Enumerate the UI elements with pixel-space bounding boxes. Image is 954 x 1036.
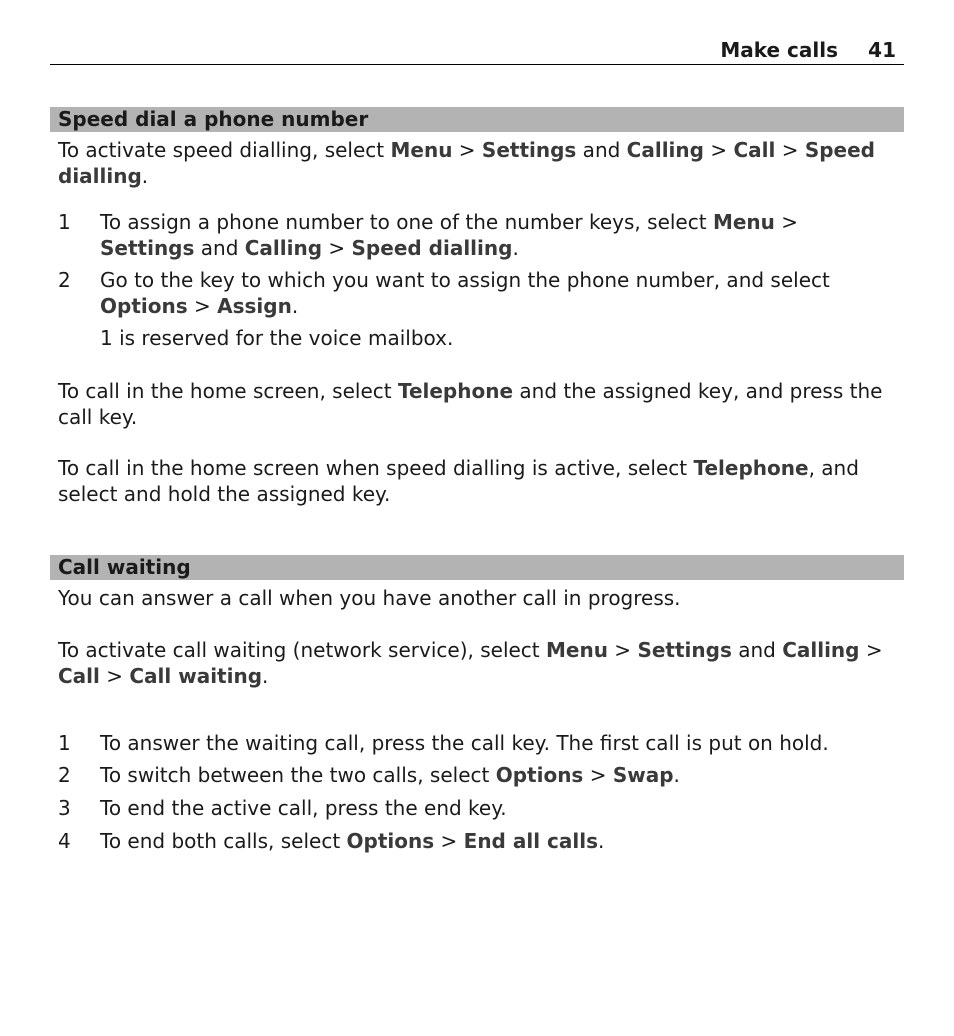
section-heading-bar — [50, 107, 904, 132]
list-item-text: To answer the waiting call, press the call key. The first call is put on hold. — [100, 731, 829, 755]
call-home-active-paragraph: To call in the home screen when speed dialling is active, select Telephone, and select and hold the assigned key. — [58, 456, 859, 506]
page-number: 41 — [868, 38, 896, 62]
list-item-text: To end both calls, select Options > End all calls. — [100, 829, 605, 853]
page-header — [50, 28, 904, 65]
section-title-speed-dial: Speed dial a phone number — [58, 107, 369, 131]
section-title-call-waiting: Call waiting — [58, 555, 191, 579]
chapter-title: Make calls — [720, 38, 838, 62]
voice-mailbox-note: 1 is reserved for the voice mailbox. — [100, 326, 454, 350]
section-heading-bar — [50, 555, 904, 580]
speed-dial-intro: To activate speed dialling, select Menu > Settings and Calling > Call > Speed dialling. — [58, 138, 875, 188]
list-item-text: Go to the key to which you want to assign the phone number, and select Options > Assign. — [100, 268, 830, 318]
list-item-text: To switch between the two calls, select Options > Swap. — [100, 763, 680, 787]
list-item-number: 1 — [58, 210, 71, 234]
list-item-text: To assign a phone number to one of the number keys, select Menu > Settings and Calling > Speed dialling. — [100, 210, 799, 260]
list-item-number: 4 — [58, 829, 71, 853]
list-item-number: 2 — [58, 763, 71, 787]
list-item-number: 3 — [58, 796, 71, 820]
list-item-text: To end the active call, press the end key. — [100, 796, 507, 820]
call-waiting-activate: To activate call waiting (network service), select Menu > Settings and Calling > Call > Call waiting. — [58, 638, 883, 688]
list-item-number: 1 — [58, 731, 71, 755]
call-waiting-intro: You can answer a call when you have another call in progress. — [58, 586, 681, 610]
list-item-number: 2 — [58, 268, 71, 292]
call-home-paragraph: To call in the home screen, select Telephone and the assigned key, and press the call key. — [58, 379, 883, 429]
